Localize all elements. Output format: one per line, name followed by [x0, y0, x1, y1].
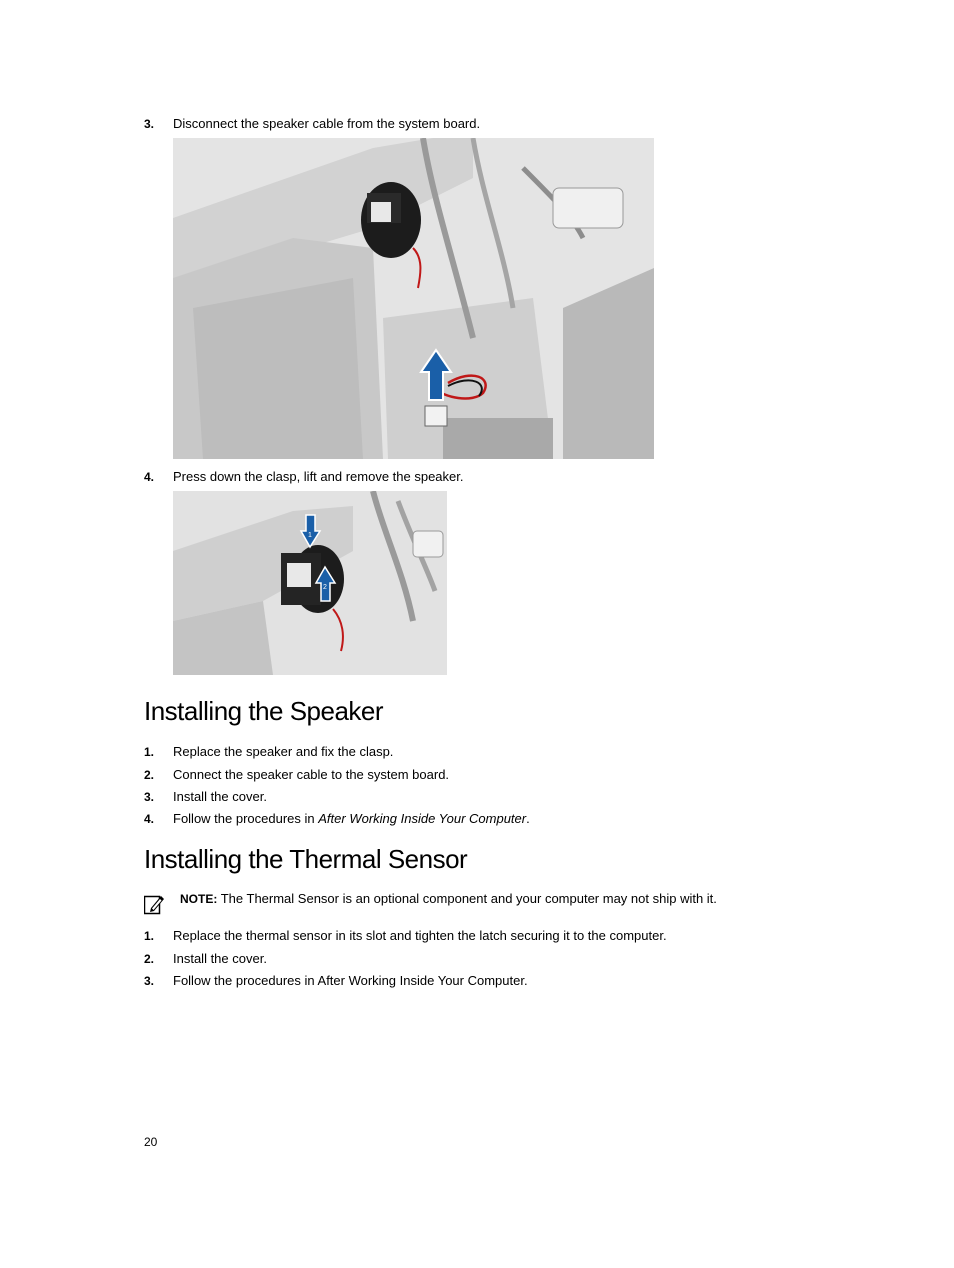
step-number: 4.	[144, 812, 155, 826]
step-text: Disconnect the speaker cable from the system board.	[173, 116, 481, 131]
callout-2: 2	[323, 584, 327, 591]
step-number: 3.	[144, 117, 155, 131]
thermal-sensor-note	[180, 891, 717, 907]
pencil-note-icon	[144, 893, 164, 915]
step-number: 1.	[144, 745, 155, 759]
step-text: Install the cover.	[173, 789, 267, 804]
step-text: Press down the clasp, lift and remove the speaker.	[173, 469, 464, 484]
callout-1: 1	[308, 532, 312, 539]
step-text	[173, 811, 530, 827]
step-number: 3.	[144, 974, 155, 988]
step-number: 2.	[144, 768, 155, 782]
step-text: Follow the procedures in After Working Inside Your Computer.	[173, 973, 528, 988]
step-text: Connect the speaker cable to the system board.	[173, 767, 450, 782]
speaker-clasp-figure	[173, 491, 447, 675]
note-text: The Thermal Sensor is an optional component and your computer may not ship with it.	[217, 891, 717, 906]
step-number: 3.	[144, 790, 155, 804]
step-text: Install the cover.	[173, 951, 267, 966]
page-number: 20	[144, 1135, 158, 1149]
step-text: Replace the speaker and fix the clasp.	[173, 744, 394, 759]
step-number: 1.	[144, 929, 155, 943]
step-text-lead: Follow the procedures in	[173, 811, 319, 826]
step-text-reference: After Working Inside Your Computer	[318, 811, 527, 826]
step-text-suffix: .	[526, 811, 530, 826]
step-number: 4.	[144, 470, 155, 484]
heading-installing-speaker: Installing the Speaker	[144, 696, 384, 726]
speaker-cable-figure	[173, 138, 654, 459]
heading-installing-thermal-sensor: Installing the Thermal Sensor	[144, 844, 468, 874]
step-text: Replace the thermal sensor in its slot and tighten the latch securing it to the computer.	[173, 928, 667, 943]
step-number: 2.	[144, 952, 155, 966]
note-label: NOTE:	[180, 892, 218, 906]
